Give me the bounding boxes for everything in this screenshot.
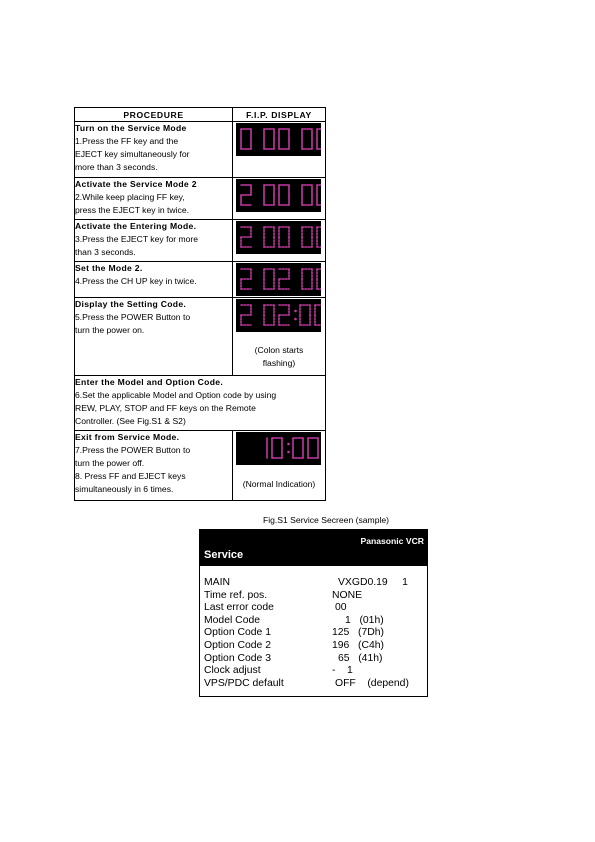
row-label: VPS/PDC default [204, 677, 284, 689]
procedure-header: PROCEDURE [75, 108, 233, 122]
screen-title: Service [204, 549, 244, 561]
step-display [233, 262, 326, 298]
step-body: 3.Press the EJECT key for more than 3 seconds. [75, 234, 199, 257]
procedure-table [74, 107, 326, 501]
row-label: Clock adjust [204, 665, 261, 677]
service-row [204, 602, 427, 615]
figure-caption: Fig.S1 Service Secreen (sample) [262, 515, 390, 525]
step-note: (Normal Indication) [242, 479, 316, 489]
colon-dot [294, 318, 297, 321]
service-rows [204, 577, 427, 690]
step-title: Set the Mode 2. [75, 263, 143, 273]
row-value: OFF (depend) [335, 677, 409, 689]
row-value: - 1 [332, 665, 353, 677]
fip-display [236, 263, 321, 296]
row-label: Last error code [204, 602, 274, 614]
step-display [233, 298, 326, 376]
row-value: 65 (41h) [338, 652, 383, 664]
step-row [75, 262, 326, 298]
service-row [204, 577, 427, 590]
step-row [75, 376, 326, 431]
fip-digits [236, 299, 321, 332]
table-header-row [75, 108, 326, 122]
fip-display [236, 123, 321, 156]
row-value: NONE [332, 589, 363, 601]
step-body: 6.Set the applicable Model and Option code by using REW, PLAY, STOP and FF keys on the Remote Controller. (See Fig.S1 & S2) [75, 390, 277, 426]
step-display [233, 178, 326, 220]
step-body: 4.Press the CH UP key in twice. [75, 276, 197, 286]
step-display [233, 431, 326, 501]
step-title: Turn on the Service Mode [75, 123, 187, 133]
fip-display [236, 221, 321, 254]
row-value: 00 [335, 602, 347, 614]
row-label: Time ref. pos. [204, 589, 268, 601]
colon-dot [287, 451, 290, 454]
step-title: Activate the Entering Mode. [75, 221, 197, 231]
fip-digits [236, 221, 321, 254]
fip-display [236, 179, 321, 212]
service-screen [199, 529, 428, 697]
step-title: Enter the Model and Option Code. [75, 377, 224, 387]
step-body: 7.Press the POWER Button to turn the power off. 8. Press FF and EJECT keys simultaneously in 6 times. [75, 445, 191, 494]
fip-display [236, 432, 321, 465]
step-procedure [75, 122, 233, 178]
fip-display [236, 299, 321, 332]
row-value: 1 (01h) [345, 614, 384, 626]
step-row [75, 178, 326, 220]
colon-dot [294, 310, 297, 313]
row-value: 125 (7Dh) [332, 627, 384, 639]
step-title: Activate the Service Mode 2 [75, 179, 197, 189]
brand-label: Panasonic VCR [360, 536, 424, 546]
row-label: Option Code 1 [204, 627, 272, 639]
colon-dot [287, 443, 290, 446]
step-display [233, 122, 326, 178]
fip-display-header: F.I.P. DISPLAY [233, 108, 326, 122]
step-procedure [75, 376, 326, 431]
step-display [233, 220, 326, 262]
step-procedure [75, 262, 233, 298]
row-label: Option Code 2 [204, 639, 272, 651]
service-row [204, 665, 427, 678]
row-label: Model Code [204, 614, 261, 626]
service-row [204, 615, 427, 628]
step-body: 5.Press the POWER Button to turn the power on. [75, 312, 191, 335]
step-body: 1.Press the FF key and the EJECT key simultaneously for more than 3 seconds. [75, 136, 190, 172]
row-value: VXGD0.19 1 [338, 577, 408, 588]
step-procedure [75, 298, 233, 376]
step-row [75, 220, 326, 262]
service-row [204, 640, 427, 653]
step-note: (Colon starts flashing) [254, 345, 304, 368]
step-title: Display the Setting Code. [75, 299, 187, 309]
step-row [75, 431, 326, 501]
fip-digits [236, 263, 321, 296]
row-label: Option Code 3 [204, 652, 272, 664]
fip-digits [236, 179, 321, 212]
service-row [204, 627, 427, 640]
service-screen-header [200, 530, 427, 566]
step-row [75, 298, 326, 376]
step-body: 2.While keep placing FF key, press the EJECT key in twice. [75, 192, 189, 215]
row-value: 196 (C4h) [332, 639, 384, 651]
step-procedure [75, 220, 233, 262]
service-row [204, 678, 427, 691]
service-row [204, 653, 427, 666]
step-title: Exit from Service Mode. [75, 432, 180, 442]
step-procedure [75, 431, 233, 501]
step-row [75, 122, 326, 178]
service-row [204, 590, 427, 603]
step-procedure [75, 178, 233, 220]
fip-digits [236, 123, 321, 156]
fip-digits [236, 432, 321, 465]
row-label: MAIN [204, 577, 230, 588]
